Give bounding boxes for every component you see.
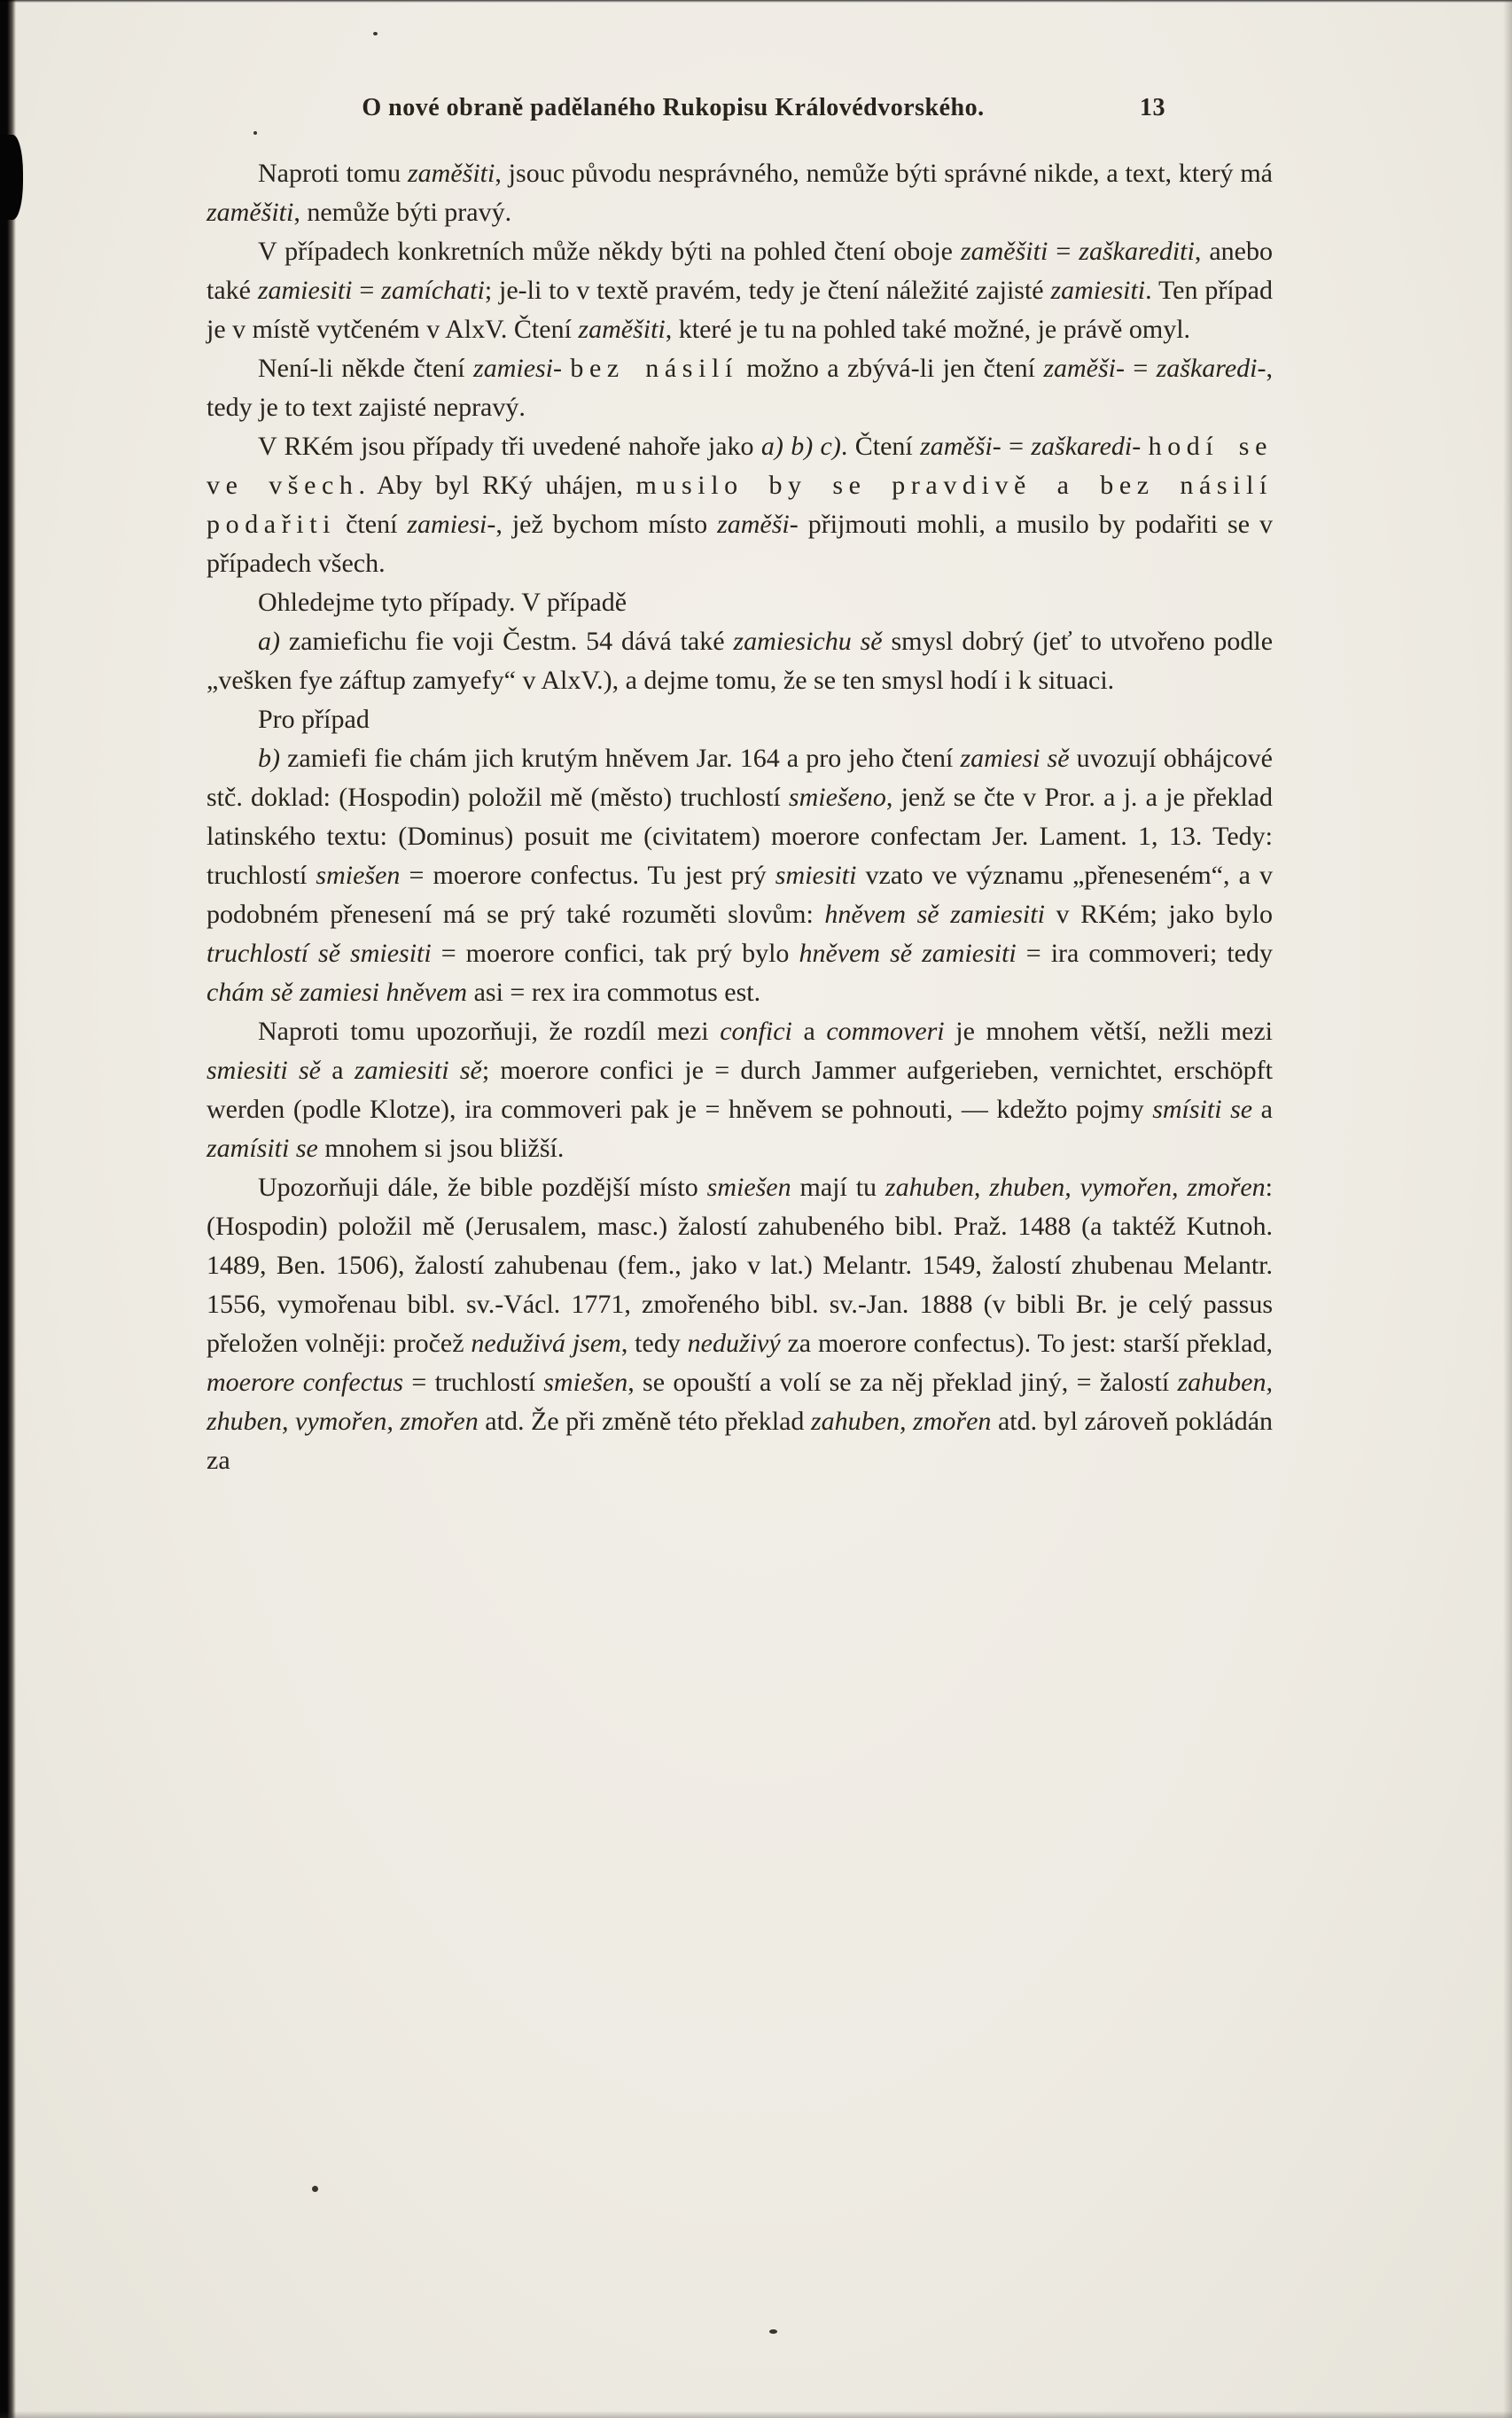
text-segment: neduživá jsem [471, 1329, 621, 1358]
text-segment: , které je tu na pohled také možné, je právě omyl. [665, 315, 1191, 344]
text-segment: smiešen [316, 861, 401, 890]
text-segment: . Ten případ je v místě vytčeném v AlxV. Čtení [207, 276, 1280, 344]
text-segment: smysl dobrý (jeť to utvořeno podle „vešken fye záftup zamyefy“ v AlxV.), a dejme tomu, že se ten smysl hodí i k situaci. [207, 627, 1280, 695]
text-segment [1141, 432, 1148, 461]
text-segment: = ira commoveri; tedy [1016, 939, 1280, 968]
text-segment: Ohledejme tyto případy. V případě [258, 588, 627, 617]
text-segment: zamiesiti sě [354, 1056, 482, 1085]
paragraph [207, 583, 1273, 622]
text-segment: Upozorňuji dále, že bible pozdější místo [258, 1173, 707, 1202]
text-segment: zamiefi fie chám jich krutým hněvem Jar. 164 a pro jeho čtení [280, 744, 961, 773]
text-segment: = moerore confectus. Tu jest prý [400, 861, 775, 890]
text-segment: truchlostí sě smiesiti [207, 939, 432, 968]
text-segment: ; je-li to v textě pravém, tedy je čtení náležité zajisté [484, 276, 1051, 305]
paragraph [207, 739, 1280, 1012]
text-segment: hodí se ve všech [207, 432, 1292, 500]
text-segment: vzato ve významu „přeneseném“, a v podobném přenesení má se prý také rozuměti slovům: [207, 861, 1280, 929]
text-segment: přijmouti mohli, a musilo by podařiti se v případech všech. [207, 510, 1280, 578]
text-column [207, 94, 1292, 1480]
text-segment: , tedy je to text zajisté nepravý. [207, 354, 1280, 422]
text-segment: zaměši- [717, 510, 799, 539]
scan-binding-edge [0, 0, 16, 2418]
text-segment: Naproti tomu upozorňuji, že rozdíl mezi [258, 1017, 721, 1046]
text-segment: . Aby byl RKý uhájen, [358, 471, 636, 500]
text-segment: zamiesichu sě [733, 627, 883, 656]
text-segment: zamiesi- [473, 354, 563, 383]
scan-speck [769, 2329, 777, 2334]
text-segment: zahuben, zhuben, vymořen, zmořen [885, 1173, 1266, 1202]
text-segment: zahuben, zmořen [811, 1407, 992, 1436]
text-segment: zamiesi- [407, 510, 496, 539]
text-segment: zaměšiti [408, 159, 495, 188]
text-segment: uvozují obhájcové stč. doklad: (Hospodin) položil mě (město) truchlostí [207, 744, 1280, 812]
text-segment: confici [720, 1017, 792, 1046]
text-segment: v RKém; jako bylo [1044, 900, 1280, 929]
text-segment: hněvem sě zamiesiti [824, 900, 1045, 929]
text-segment: = [352, 276, 382, 305]
text-segment: = [1048, 237, 1079, 266]
text-segment: zamíchati [381, 276, 485, 305]
text-segment: smiešen [706, 1173, 791, 1202]
text-segment: , jsouc původu nesprávného, nemůže býti správné nikde, a text, který má [495, 159, 1280, 188]
text-segment: smiešeno [788, 783, 886, 812]
text-segment: zaškaredi- [1031, 432, 1142, 461]
running-title: O nové obraně padělaného Rukopisu Královédvorského. [362, 94, 985, 121]
paragraph [207, 154, 1280, 232]
paragraph [207, 1012, 1280, 1168]
scan-edge-right [1503, 0, 1512, 2418]
text-segment: moerore confectus [207, 1368, 404, 1397]
paragraph [207, 232, 1280, 349]
text-segment: a) b) c) [760, 432, 841, 461]
paragraph [207, 622, 1280, 700]
text-segment: mnohem si jsou bližší. [317, 1134, 565, 1163]
text-segment: Pro případ [258, 705, 370, 734]
text-segment: Naproti tomu [258, 159, 408, 188]
paragraph [207, 700, 1273, 739]
scan-speck [312, 2186, 318, 2192]
text-segment: Není-li někde čtení [258, 354, 474, 383]
text-segment: , anebo také [207, 237, 1280, 305]
text-segment: = truchlostí [403, 1368, 544, 1397]
text-segment: a [791, 1017, 827, 1046]
running-head [207, 94, 1273, 122]
paragraph [207, 349, 1280, 427]
text-segment: V RKém jsou případy tři uvedené nahoře jako [258, 432, 761, 461]
text-segment [562, 354, 570, 383]
text-segment: , jež bychom místo [495, 510, 718, 539]
text-segment: bez násilí [570, 354, 738, 383]
text-segment: chám sě zamiesi hněvem [207, 978, 468, 1007]
text-segment: b) [258, 744, 280, 773]
text-segment: = [1124, 354, 1157, 383]
paragraph [207, 427, 1292, 583]
text-segment: hněvem sě zamiesiti [799, 939, 1017, 968]
text-segment: zamiesi sě [960, 744, 1070, 773]
text-segment: smiesiti [775, 861, 857, 890]
text-segment: mají tu [791, 1173, 885, 1202]
text-segment: zaškarediti [1079, 237, 1195, 266]
text-segment: zaměšiti [578, 315, 666, 344]
text-segment: možno a zbývá-li jen čtení [737, 354, 1044, 383]
text-segment: zahuben, zhuben, vymořen, zmořen [207, 1368, 1280, 1436]
text-segment: V případech konkretních může někdy býti na pohled čtení oboje [258, 237, 961, 266]
text-segment: zaměšiti [207, 198, 294, 227]
text-segment: smiesiti sě [207, 1056, 321, 1085]
text-segment: je mnohem větší, nežli mezi [944, 1017, 1280, 1046]
text-segment: a [1252, 1095, 1280, 1124]
text-segment: zamísiti se [207, 1134, 318, 1163]
scan-edge-top [0, 0, 1512, 3]
text-segment: : (Hospodin) položil mě (Jerusalem, masc.) žalostí zahubeného bibl. Praž. 1488 (a taktéž Kutnoh. 1489, Ben. 1506), žalostí zahubenau (fem., jako v lat.) Melantr. 1549, žalostí zhubenau Melantr. 1556, vymořenau bibl. sv.-Václ. 1771, zmořeného bibl. sv.-Jan. 1888 (v bibli Br. je celý passus přeložen volněji: pročež [207, 1173, 1280, 1358]
text-segment: smiešen [543, 1368, 628, 1397]
text-segment: = [1001, 432, 1032, 461]
text-segment: zaměši- [920, 432, 1002, 461]
scan-ink-blob [0, 135, 23, 220]
text-segment: zamiefichu fie voji Čestm. 54 dává také [280, 627, 734, 656]
text-segment: , se opouští a volí se za něj překlad jiný, = žalostí [627, 1368, 1178, 1397]
text-segment: , jenž se čte v Pror. a j. a je překlad latinského textu: (Dominus) posuit me (civitatem) moerore confectam Jer. Lament. 1, 13. Tedy: truchlostí [207, 783, 1280, 890]
text-segment: zaměšiti [960, 237, 1048, 266]
text-segment: , tedy [620, 1329, 688, 1358]
text-segment: za moerore confectus). To jest: starší překlad, [780, 1329, 1280, 1358]
text-segment: commoveri [826, 1017, 945, 1046]
text-segment: musilo by se pravdivě a bez násilí podařiti [207, 471, 1292, 539]
text-segment: zamiesiti [257, 276, 353, 305]
text-segment: čtení [336, 510, 408, 539]
text-segment: atd. byl zároveň pokládán za [207, 1407, 1280, 1475]
text-segment: zaškaredi- [1156, 354, 1266, 383]
text-segment: a) [258, 627, 280, 656]
scan-edge-bottom [0, 2411, 1512, 2418]
text-segment: . Čtení [840, 432, 921, 461]
text-segment: neduživý [687, 1329, 781, 1358]
text-segment: a [320, 1056, 355, 1085]
text-segment: , nemůže býti pravý. [293, 198, 512, 227]
text-segment: zamiesiti [1050, 276, 1146, 305]
text-segment: asi = rex ira commotus est. [467, 978, 761, 1007]
text-segment: zaměši- [1043, 354, 1125, 383]
text-segment: = moerore confici, tak prý bylo [431, 939, 799, 968]
scan-speck [373, 32, 378, 35]
text-segment: atd. Že při změně této překlad [478, 1407, 811, 1436]
text-segment: ; moerore confici je = durch Jammer aufgerieben, vernichtet, erschöpft werden (podle Klotze), ira commoveri pak je = hněvem se pohnouti, — kdežto pojmy [207, 1056, 1280, 1124]
page-number: 13 [1140, 94, 1165, 121]
page-body [207, 154, 1292, 1480]
text-segment: smísiti se [1152, 1095, 1253, 1124]
paragraph [207, 1168, 1280, 1480]
